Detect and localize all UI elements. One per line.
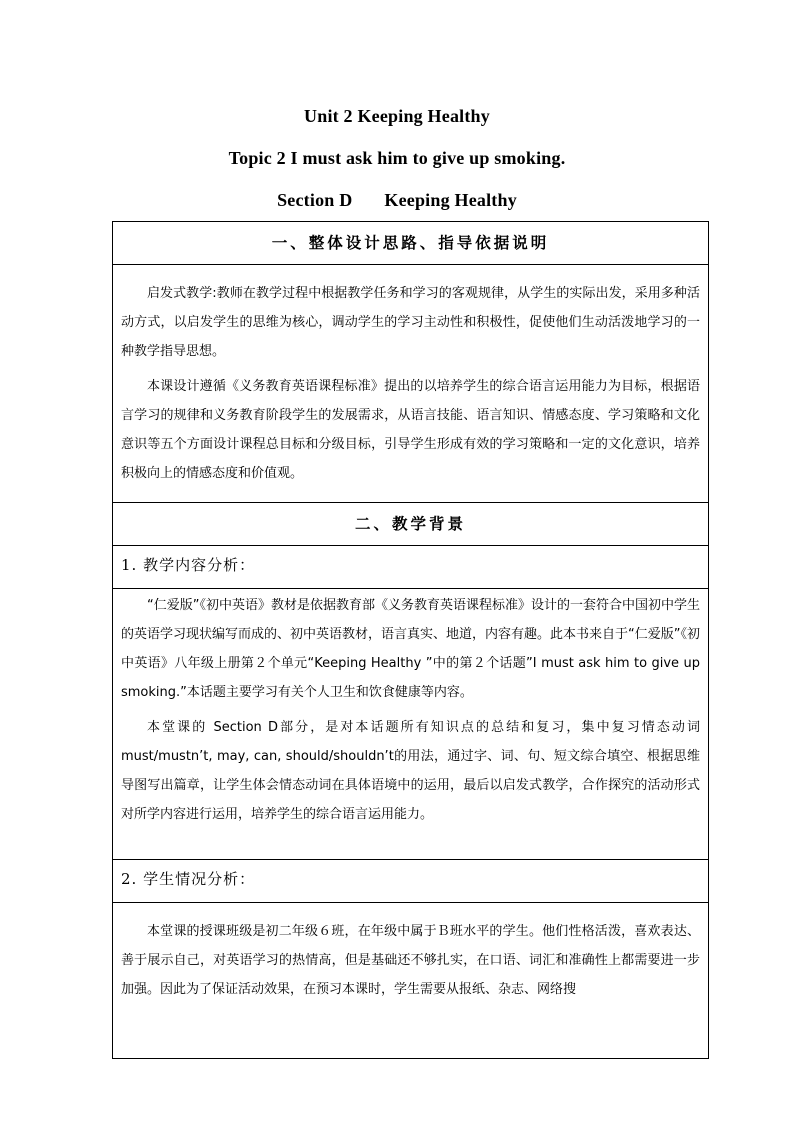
content-analysis-heading: 1. 教学内容分析： (113, 546, 709, 589)
part1-heading: 一、整体设计思路、指导依据说明 (113, 222, 709, 265)
unit-title: Unit 2 Keeping Healthy (304, 106, 490, 126)
section-label: Section D (277, 190, 353, 210)
lesson-plan-table (112, 221, 709, 1059)
student-analysis-paragraph-1: 本堂课的授课班级是初二年级６班，在年级中属于Ｂ班水平的学生。他们性格活泼，喜欢表达、善于展示自己，对英语学习的热情高，但是基础还不够扎实，在口语、词汇和准确性上都需要进一步加强。因此为了保证活动效果，在预习本课时，学生需要从报纸、杂志、网络搜 (121, 924, 700, 997)
part1-paragraph-1: 启发式教学:教师在教学过程中根据教学任务和学习的客观规律，从学生的实际出发，采用多种活动方式，以启发学生的思维为核心，调动学生的学习主动性和积极性，促使他们生动活泼地学习的一种教学指导思想。 (121, 286, 700, 359)
content-analysis-body (113, 589, 709, 860)
student-analysis-heading: 2. 学生情况分析： (113, 860, 709, 903)
student-analysis-body (113, 903, 709, 1059)
content-analysis-paragraph-2: 本堂课的 Section D部分，是对本话题所有知识点的总结和复习，集中复习情态动词must/mustn’t, may, can, should/shouldn’t的用法，通过字、词、句、短文综合填空、根据思维导图写出篇章，让学生体会情态动词在具体语境中的运用，最后以启发式教学，合作探究的活动形式对所学内容进行运用，培养学生的综合语言运用能力。 (121, 720, 700, 822)
part1-paragraph-2: 本课设计遵循《义务教育英语课程标准》提出的以培养学生的综合语言运用能力为目标，根据语言学习的规律和义务教育阶段学生的发展需求，从语言技能、语言知识、情感态度、学习策略和文化意识等五个方面设计课程总目标和分级目标，引导学生形成有效的学习策略和一定的文化意识，培养积极向上的情感态度和价值观。 (121, 379, 700, 481)
section-title (0, 190, 794, 211)
part2-heading: 二、教学背景 (113, 503, 709, 546)
topic-title: Topic 2 I must ask him to give up smoking. (228, 148, 566, 168)
content-analysis-paragraph-1: “仁爱版”《初中英语》教材是依据教育部《义务教育英语课程标准》设计的一套符合中国初中学生的英语学习现状编写而成的、初中英语教材，语言真实、地道，内容有趣。此本书来自于“仁爱版”《初中英语》八年级上册第２个单元“Keeping Healthy ”中的第２个话题”I must ask him to give up smoking.”本话题主要学习有关个人卫生和饮食健康等内容。 (121, 598, 700, 700)
section-name: Keeping Healthy (384, 190, 517, 210)
part1-body (113, 265, 709, 503)
